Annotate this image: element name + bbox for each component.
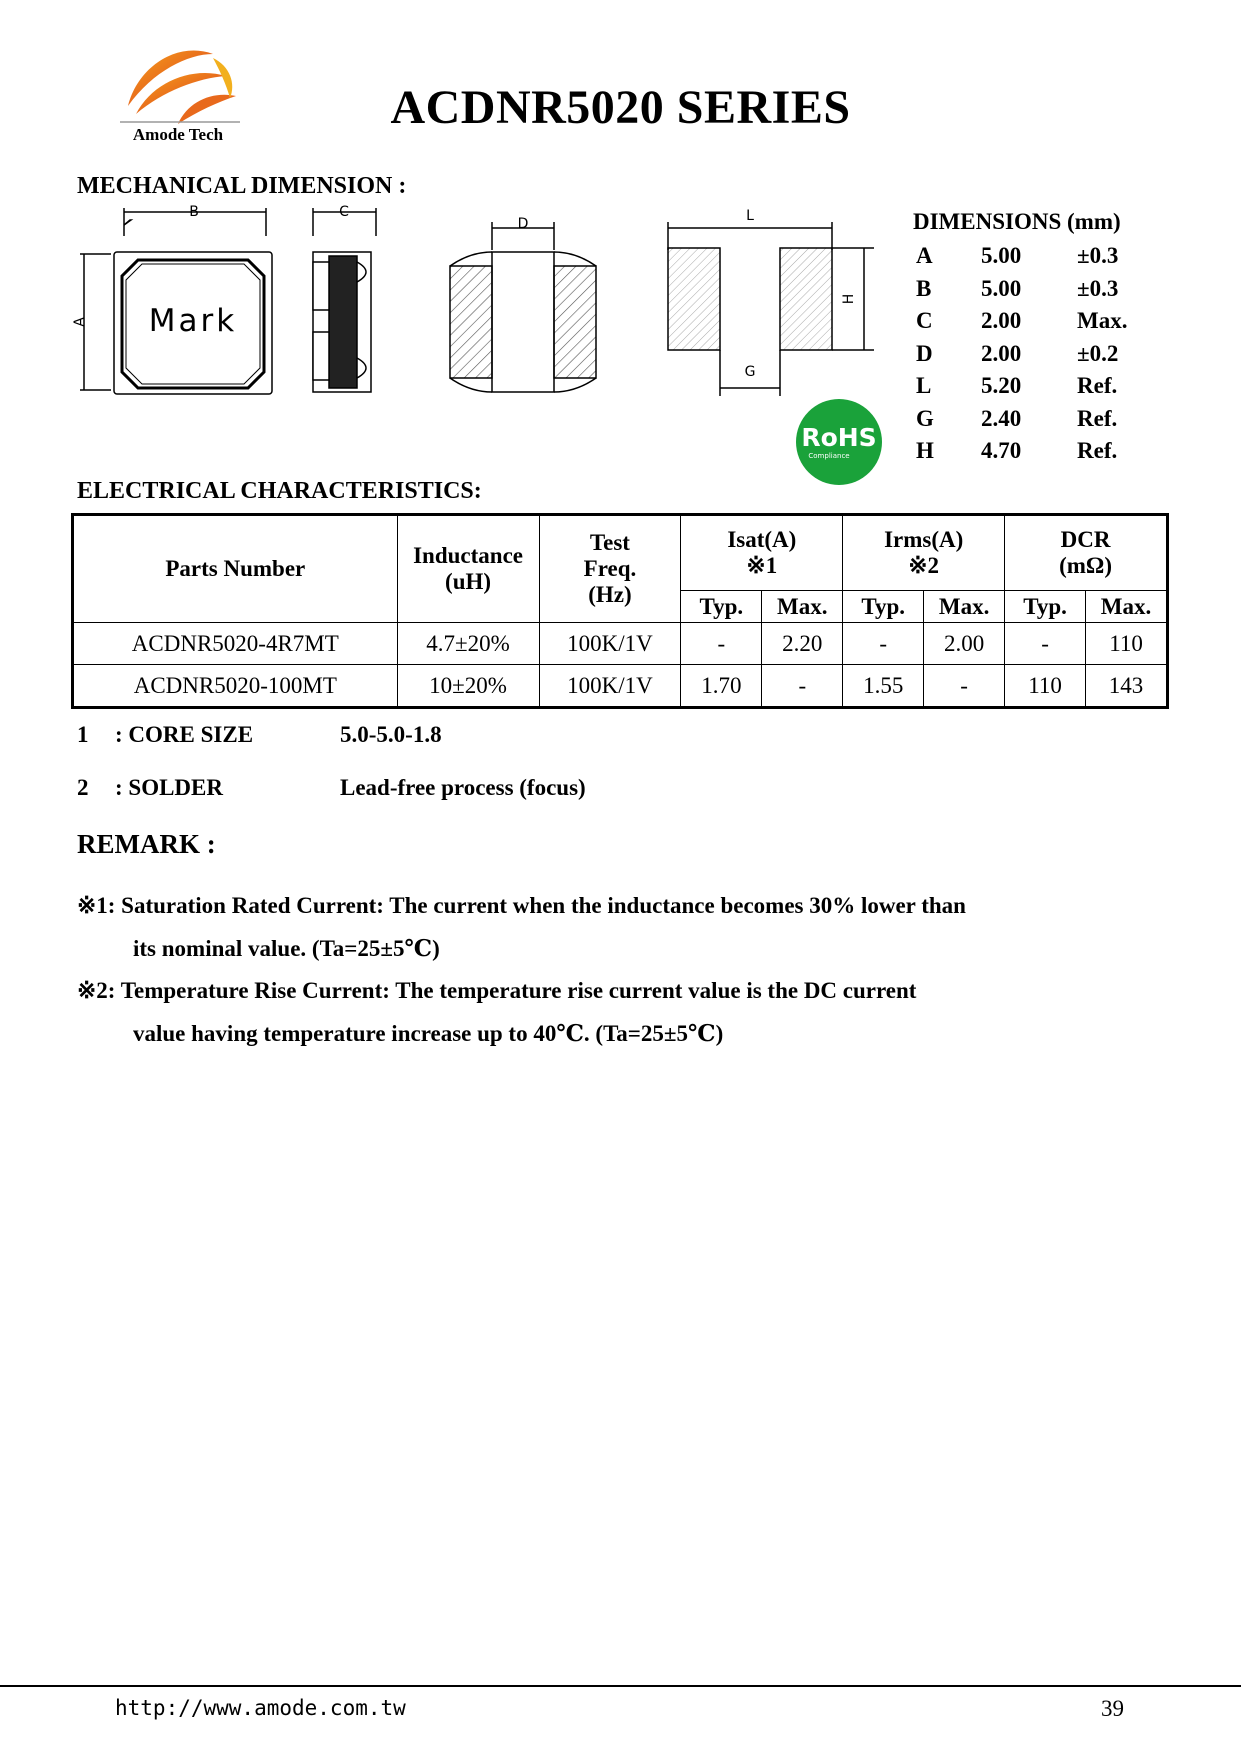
cell-dcr-typ: 110 — [1005, 665, 1086, 708]
brand-text: Amode Tech — [132, 125, 224, 144]
cell-inductance: 4.7±20% — [397, 623, 539, 665]
header-part-number: Parts Number — [73, 515, 398, 623]
mechanical-drawing — [72, 200, 886, 400]
remark-2-line-1: ※2: Temperature Rise Current: The temperature rise current value is the DC current — [77, 978, 917, 1003]
cell-dcr-typ: - — [1005, 623, 1086, 665]
remark-1-line-1: ※1: Saturation Rated Current: The current when the inductance becomes 30% lower than — [77, 893, 966, 918]
remark-heading: REMARK : — [77, 829, 216, 859]
dimension-row: C 2.00 Max. — [916, 308, 1128, 333]
cell-freq: 100K/1V — [539, 665, 681, 708]
cell-freq: 100K/1V — [539, 623, 681, 665]
header-max: Max. — [1086, 591, 1168, 623]
header-irms: Irms(A) ※2 — [843, 515, 1005, 591]
header-typ: Typ. — [681, 591, 762, 623]
cell-irms-typ: - — [843, 623, 924, 665]
label-c: C — [339, 204, 349, 220]
page-title: ACDNR5020 SERIES — [390, 81, 851, 134]
dimension-row: H 4.70 Ref. — [916, 438, 1118, 463]
dimensions-table — [913, 209, 1158, 471]
cell-part: ACDNR5020-4R7MT — [73, 623, 398, 665]
electrical-table — [71, 513, 1169, 709]
label-g: G — [744, 364, 756, 380]
rohs-icon — [795, 398, 883, 486]
header-max: Max. — [924, 591, 1005, 623]
table-row — [73, 665, 1168, 708]
header-typ: Typ. — [1005, 591, 1086, 623]
header-test-freq: Test Freq. (Hz) — [539, 515, 681, 623]
dimension-row: B 5.00 ±0.3 — [916, 275, 1119, 301]
label-b: B — [189, 204, 199, 220]
cell-isat-max: - — [762, 665, 843, 708]
electrical-heading: ELECTRICAL CHARACTERISTICS: — [77, 478, 482, 504]
dimension-drawing-icon — [72, 200, 886, 400]
rohs-sub: Compliance — [808, 452, 850, 460]
cell-isat-typ: - — [681, 623, 762, 665]
footer-url[interactable]: http://www.amode.com.tw — [115, 1696, 406, 1720]
cell-dcr-max: 143 — [1086, 665, 1168, 708]
cell-irms-typ: 1.55 — [843, 665, 924, 708]
label-h: H — [841, 293, 857, 305]
rohs-label: RoHS — [801, 423, 877, 452]
label-d: D — [517, 216, 529, 232]
remark-2-line-2: value having temperature increase up to 40℃. (Ta=25±5℃) — [133, 1021, 724, 1046]
cell-isat-max: 2.20 — [762, 623, 843, 665]
header-typ: Typ. — [843, 591, 924, 623]
mechanical-heading: MECHANICAL DIMENSION : — [77, 173, 407, 199]
label-a: A — [72, 317, 88, 327]
cell-dcr-max: 110 — [1086, 623, 1168, 665]
footer-divider — [0, 1685, 1241, 1687]
dimension-row: G 2.40 Ref. — [916, 405, 1118, 431]
cell-irms-max: 2.00 — [924, 623, 1005, 665]
dimension-row: D 2.00 ±0.2 — [916, 340, 1119, 366]
label-mark: Mark — [148, 303, 238, 339]
dimension-row: A 5.00 ±0.3 — [916, 243, 1119, 268]
header-max: Max. — [762, 591, 843, 623]
rohs-badge — [795, 398, 883, 486]
remark-1-line-2: its nominal value. (Ta=25±5℃) — [133, 936, 440, 961]
label-l: L — [746, 208, 754, 224]
header-dcr: DCR (mΩ) — [1005, 515, 1168, 591]
dimensions-heading: DIMENSIONS (mm) — [913, 209, 1121, 234]
cell-inductance: 10±20% — [397, 665, 539, 708]
dimension-row: L 5.20 Ref. — [916, 373, 1118, 398]
header-inductance: Inductance (uH) — [397, 515, 539, 623]
page-number: 39 — [1101, 1696, 1124, 1721]
cell-isat-typ: 1.70 — [681, 665, 762, 708]
cell-irms-max: - — [924, 665, 1005, 708]
cell-part: ACDNR5020-100MT — [73, 665, 398, 708]
header-isat: Isat(A) ※1 — [681, 515, 843, 591]
table-row — [73, 623, 1168, 665]
